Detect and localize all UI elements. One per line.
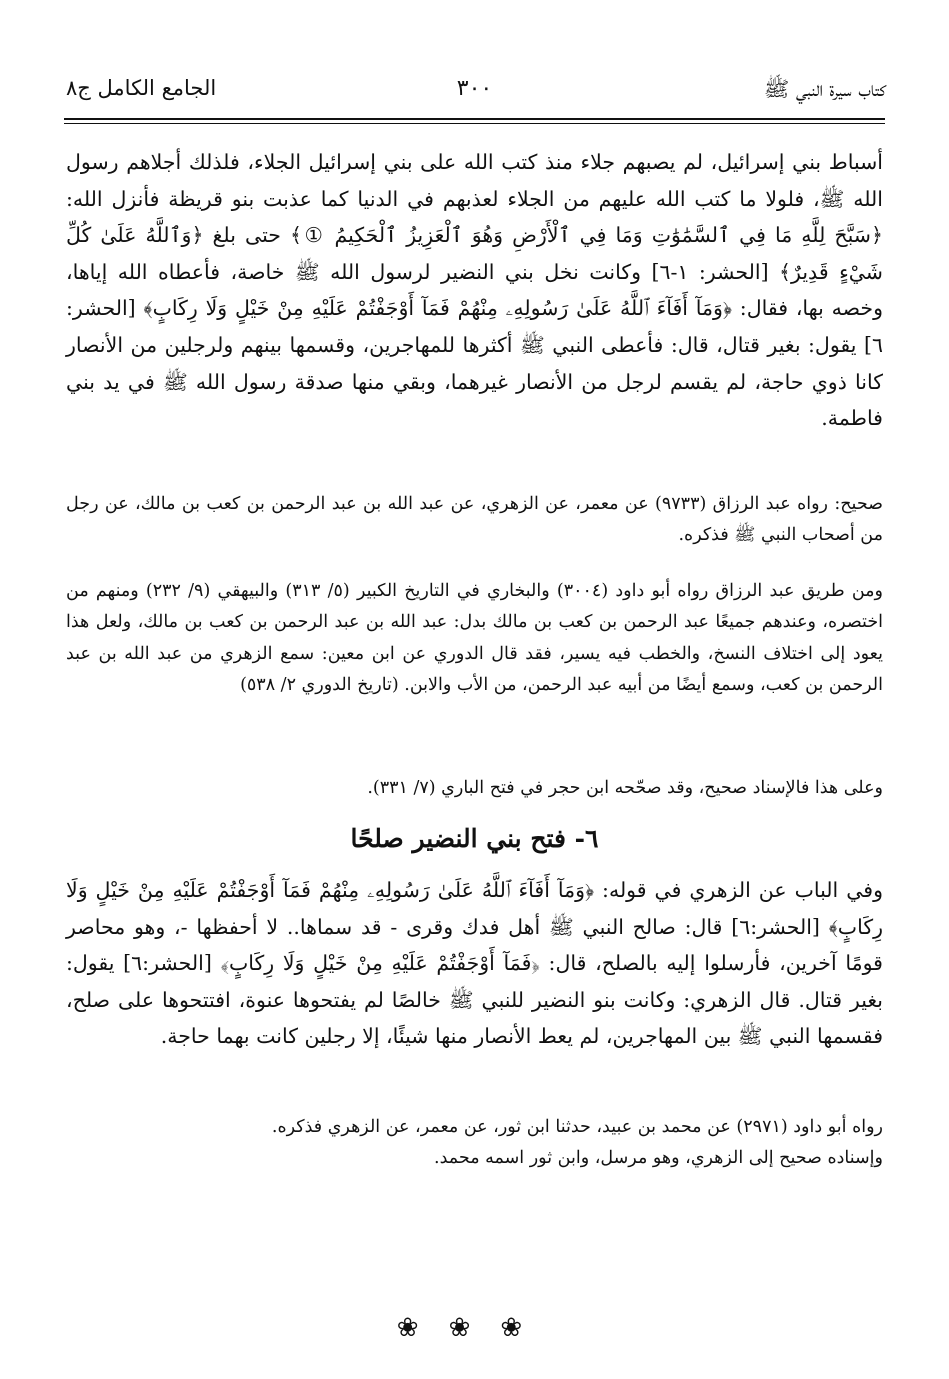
flower-ornament-icon: ❀ xyxy=(396,1313,449,1343)
takhrij-note-3 xyxy=(66,773,883,804)
end-ornament xyxy=(0,1313,949,1343)
note-paragraph: صحيح: رواه عبد الرزاق (٩٧٣٣) عن معمر، عن الزهري، عن عبد الله بن عبد الرحمن بن كعب بن مالك، عن رجل من أصحاب النبي ﷺ فذكره. xyxy=(66,494,883,546)
page-number: ٣٠٠ xyxy=(456,76,493,101)
running-title-left: الجامع الكامل ج٨ xyxy=(66,76,217,100)
note-line: وإسناده صحيح إلى الزهري، وهو مرسل، وابن ثور اسمه محمد. xyxy=(434,1148,883,1169)
flower-ornament-icon: ❀ xyxy=(500,1313,553,1343)
header-rule-thick xyxy=(64,118,885,120)
section-heading: ٦- فتح بني النضير صلحًا xyxy=(350,824,599,853)
takhrij-note-2 xyxy=(66,576,883,702)
body-paragraph-1: أسباط بني إسرائيل، لم يصبهم جلاء منذ كتب الله على بني إسرائيل الجلاء، فلذلك أجلاهم رسول الله ﷺ، فلولا ما كتب الله عليهم من الجلاء لعذبهم في الدنيا كما عذبت بنو قريظة فأنزل الله: ﴿سَبَّحَ لِلَّهِ مَا فِي ٱلسَّمَٰوَٰتِ وَمَا فِي ٱلْأَرْضِ وَهُوَ ٱلْعَزِيزُ ٱلْحَكِيمُ ①﴾ حتى بلغ ﴿وَٱللَّهُ عَلَىٰ كُلِّ شَيْءٍ قَدِيرٌ﴾ [الحشر: ١-٦] وكانت نخل بني النضير لرسول الله ﷺ خاصة، فأعطاه الله إياها، وخصه بها، فقال: ﴿وَمَآ أَفَآءَ ٱللَّهُ عَلَىٰ رَسُولِهِۦ مِنْهُمْ فَمَآ أَوْجَفْتُمْ عَلَيْهِ مِنْ خَيْلٍ وَلَا رِكَابٍ﴾ [الحشر: ٦] يقول: بغير قتال، قال: فأعطى النبي ﷺ أكثرها للمهاجرين، وقسمها بينهم ولرجلين من الأنصار كانا ذوي حاجة، لم يقسم لرجل من الأنصار غيرهما، وبقي منها صدقة رسول الله ﷺ في يد بني فاطمة. xyxy=(66,150,883,431)
note-line: رواه أبو داود (٢٩٧١) عن محمد بن عبيد، حدثنا ابن ثور، عن معمر، عن الزهري فذكره. xyxy=(271,1117,883,1137)
note-paragraph: ومن طريق عبد الرزاق رواه أبو داود (٣٠٠٤) والبخاري في التاريخ الكبير (٥/ ٣١٣) والبيهقي (٩/ ٢٣٢) ومنهم من اختصره، وعندهم جميعًا عبد الرحمن بن كعب بن مالك بدل: عبد الله بن عبد الرحمن بن كعب بن مالك، ولعل هذا يعود إلى اختلاف النسخ، والخطب فيه يسير، فقد قال الدوري عن ابن معين: سمع الزهري من عبد الله بن عبد الرحمن بن كعب، وسمع أيضًا من أبيه عبد الرحمن، من الأب والابن. (تاريخ الدوري ٢/ ٥٣٨) xyxy=(66,581,883,696)
takhrij-note-1 xyxy=(66,489,883,552)
note-paragraph: وعلى هذا فالإسناد صحيح، وقد صحّحه ابن حجر في فتح الباري (٧/ ٣٣١). xyxy=(367,778,883,798)
body-paragraph-2: وفي الباب عن الزهري في قوله: ﴿وَمَآ أَفَآءَ ٱللَّهُ عَلَىٰ رَسُولِهِۦ مِنْهُمْ فَمَآ أَوْجَفْتُمْ عَلَيْهِ مِنْ خَيْلٍ وَلَا رِكَابٍ﴾ [الحشر:٦] قال: صالح النبي ﷺ أهل فدك وقرى - قد سماها.. لا أحفظها -، وهو محاصر قومًا آخرين، فأرسلوا إليه بالصلح، قال: ﴿فَمَآ أَوْجَفْتُمْ عَلَيْهِ مِنْ خَيْلٍ وَلَا رِكَابٍ﴾ [الحشر:٦] يقول: بغير قتال. قال الزهري: وكانت بنو النضير للنبي ﷺ خالصًا لم يفتحوها عنوة، افتتحوها على صلح، فقسمها النبي ﷺ بين المهاجرين، لم يعط الأنصار منها شيئًا، إلا رجلين كانت بهما حاجة. xyxy=(66,878,883,1049)
flower-ornament-icon: ❀ xyxy=(448,1313,501,1343)
main-text-block-2 xyxy=(66,872,883,1055)
header-rule-thin xyxy=(64,123,885,124)
main-text-block xyxy=(66,144,883,437)
running-title-right: كتاب سيرة النبي ﷺ xyxy=(763,77,886,101)
takhrij-note-4 xyxy=(66,1112,883,1175)
